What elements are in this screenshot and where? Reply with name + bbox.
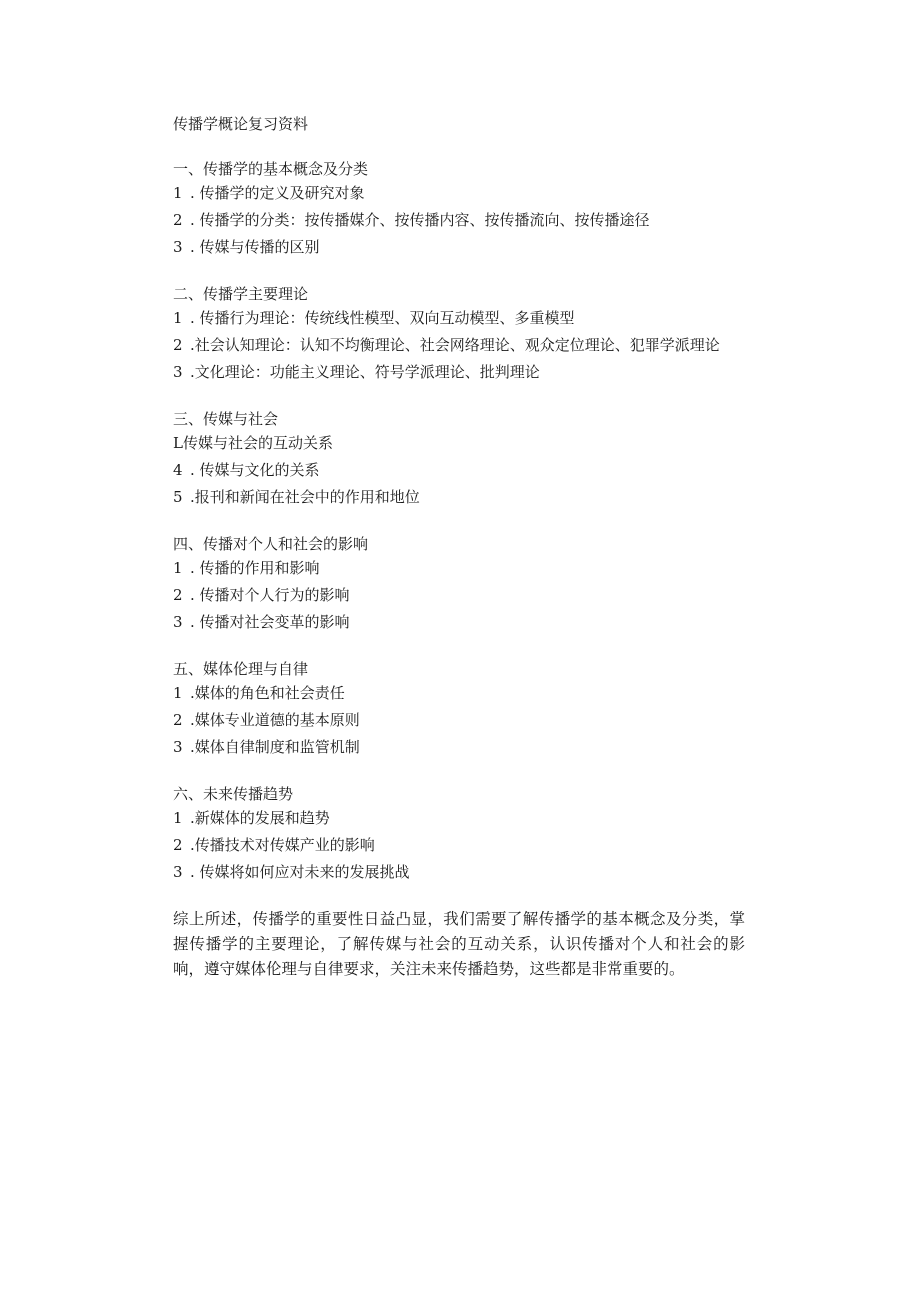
list-item bbox=[173, 333, 753, 360]
item-number: 2 bbox=[173, 336, 183, 354]
item-text: .媒体的角色和社会责任 bbox=[190, 684, 345, 702]
item-text: .媒体专业道德的基本原则 bbox=[190, 711, 360, 729]
item-number: 1 bbox=[173, 559, 183, 577]
item-text: . 传媒将如何应对未来的发展挑战 bbox=[190, 863, 410, 881]
section-heading: 一、传播学的基本概念及分类 bbox=[173, 160, 369, 178]
document-title: 传播学概论复习资料 bbox=[173, 115, 309, 133]
item-text: . 传播学的分类：按传播媒介、按传播内容、按传播流向、按传播途径 bbox=[190, 211, 650, 229]
item-text: . 传播对个人行为的影响 bbox=[190, 586, 350, 604]
section-heading: 三、传媒与社会 bbox=[173, 410, 279, 428]
item-text: .报刊和新闻在社会中的作用和地位 bbox=[190, 488, 420, 506]
list-item bbox=[173, 458, 753, 485]
item-number: 3 bbox=[173, 363, 183, 381]
list-item bbox=[173, 860, 753, 887]
section-4 bbox=[173, 532, 753, 637]
list-item bbox=[173, 235, 753, 262]
section-2 bbox=[173, 282, 753, 387]
item-text: . 传媒与传播的区别 bbox=[190, 238, 320, 256]
item-text: . 传播行为理论：传统线性模型、双向互动模型、多重模型 bbox=[190, 309, 575, 327]
item-text: . 传播学的定义及研究对象 bbox=[190, 184, 365, 202]
item-number: 4 bbox=[173, 461, 183, 479]
section-5 bbox=[173, 657, 753, 762]
item-text: .新媒体的发展和趋势 bbox=[190, 809, 330, 827]
list-item bbox=[173, 708, 753, 735]
list-item bbox=[173, 181, 753, 208]
item-text: . 传播的作用和影响 bbox=[190, 559, 320, 577]
section-heading: 二、传播学主要理论 bbox=[173, 285, 309, 303]
list-item bbox=[173, 360, 753, 387]
item-number: 3 bbox=[173, 238, 183, 256]
list-item bbox=[173, 735, 753, 762]
item-number: 3 bbox=[173, 613, 183, 631]
list-item bbox=[173, 806, 753, 833]
item-text: . 传媒与文化的关系 bbox=[190, 461, 320, 479]
section-heading: 六、未来传播趋势 bbox=[173, 785, 294, 803]
item-text: . 传播对社会变革的影响 bbox=[190, 613, 350, 631]
item-text: .传播技术对传媒产业的影响 bbox=[190, 836, 375, 854]
item-number: 1 bbox=[173, 309, 183, 327]
item-number: 2 bbox=[173, 836, 183, 854]
item-number: 2 bbox=[173, 586, 183, 604]
item-text: .文化理论：功能主义理论、符号学派理论、批判理论 bbox=[190, 363, 540, 381]
item-number: 3 bbox=[173, 863, 183, 881]
item-number: 2 bbox=[173, 711, 183, 729]
item-number: 1 bbox=[173, 684, 183, 702]
list-item bbox=[173, 431, 753, 458]
item-text: .媒体自律制度和监管机制 bbox=[190, 738, 360, 756]
item-number: 2 bbox=[173, 211, 183, 229]
summary-paragraph: 综上所述，传播学的重要性日益凸显，我们需要了解传播学的基本概念及分类，掌握传播学的主要理论，了解传媒与社会的互动关系，认识传播对个人和社会的影响，遵守媒体伦理与自律要求，关注未来传播趋势，这些都是非常重要的。 bbox=[173, 910, 745, 978]
list-item bbox=[173, 583, 753, 610]
section-6 bbox=[173, 782, 753, 887]
item-text: L传媒与社会的互动关系 bbox=[173, 434, 333, 452]
item-number: 3 bbox=[173, 738, 183, 756]
list-item bbox=[173, 610, 753, 637]
list-item bbox=[173, 556, 753, 583]
section-3 bbox=[173, 407, 753, 512]
section-1 bbox=[173, 157, 753, 262]
item-number: 5 bbox=[173, 488, 183, 506]
list-item bbox=[173, 208, 753, 235]
list-item bbox=[173, 681, 753, 708]
list-item bbox=[173, 485, 753, 512]
list-item bbox=[173, 833, 753, 860]
item-number: 1 bbox=[173, 184, 183, 202]
document-page bbox=[173, 112, 753, 982]
list-item bbox=[173, 306, 753, 333]
item-number: 1 bbox=[173, 809, 183, 827]
item-text: .社会认知理论：认知不均衡理论、社会网络理论、观众定位理论、犯罪学派理论 bbox=[190, 336, 720, 354]
section-heading: 五、媒体伦理与自律 bbox=[173, 660, 309, 678]
section-heading: 四、传播对个人和社会的影响 bbox=[173, 535, 369, 553]
